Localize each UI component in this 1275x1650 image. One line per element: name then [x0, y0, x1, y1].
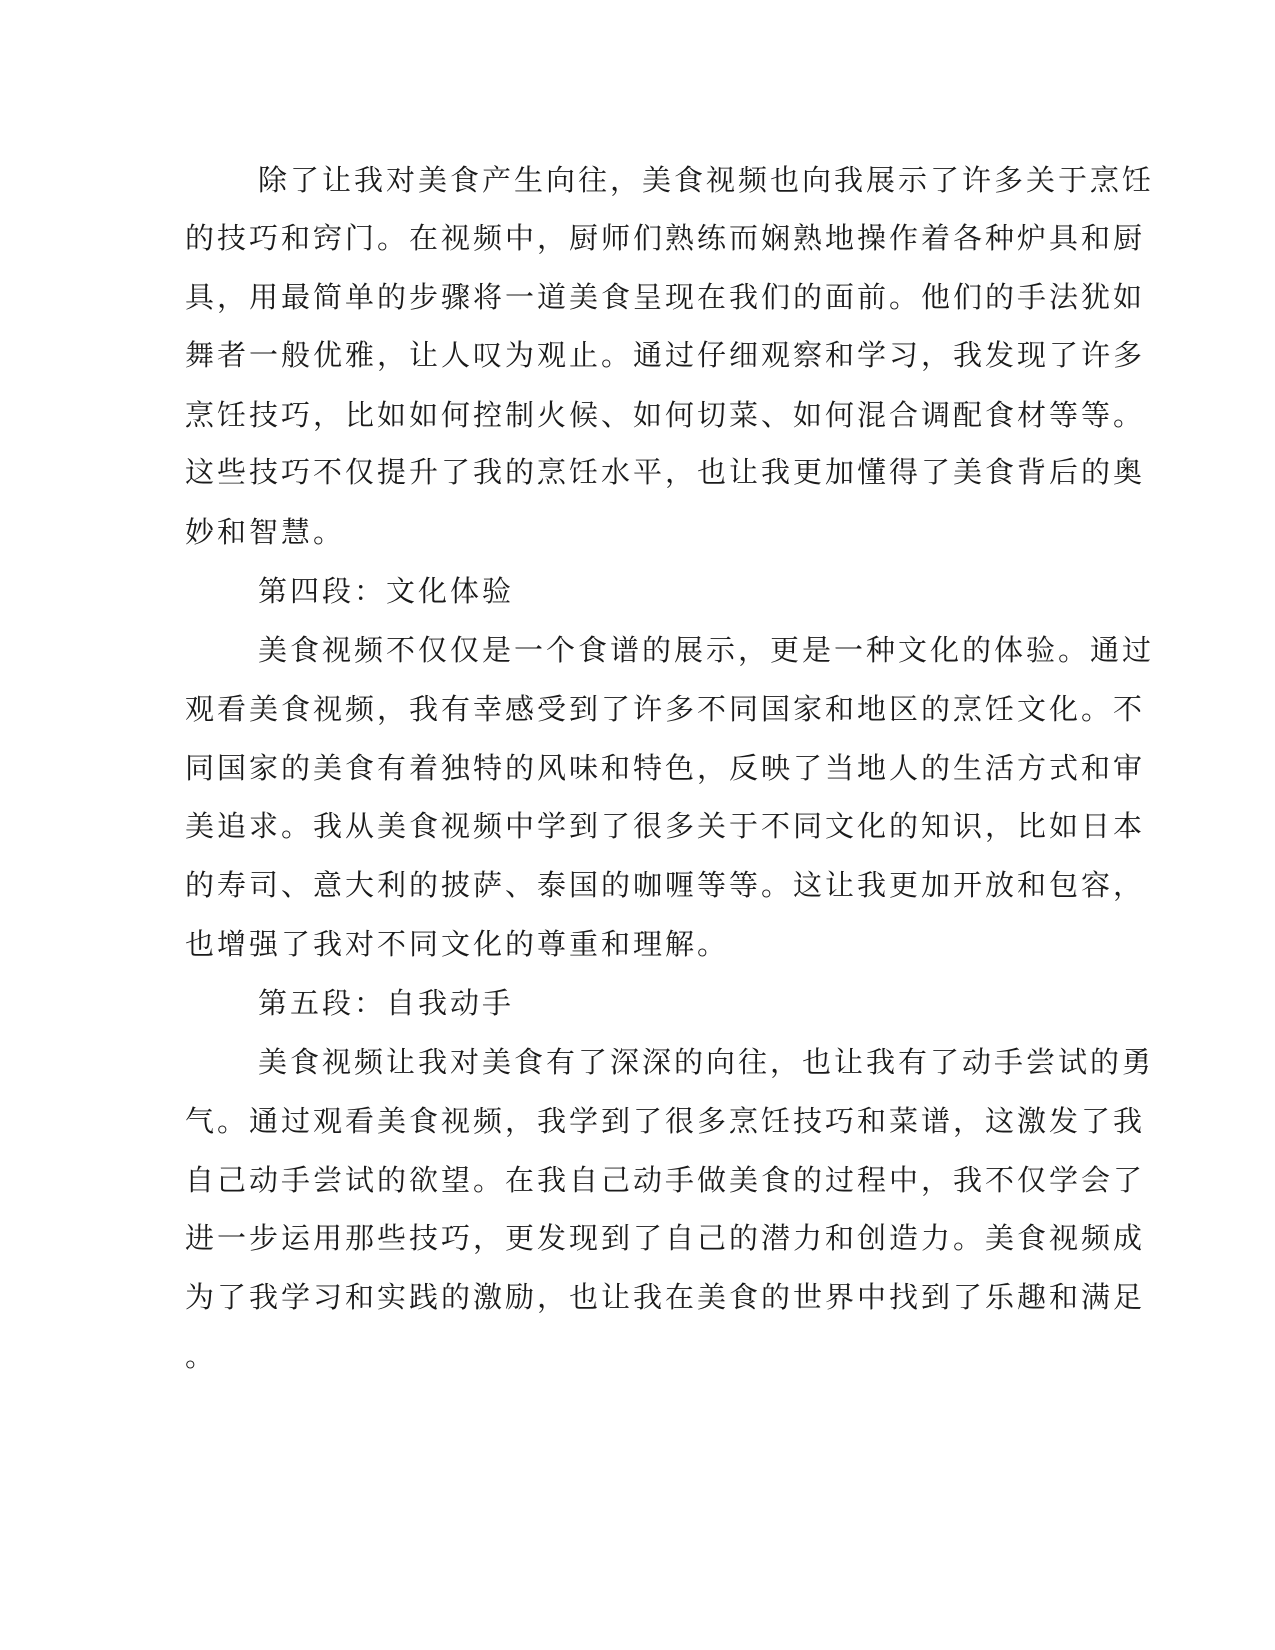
paragraph-line: 妙和智慧。: [185, 515, 346, 549]
paragraph-line: 进一步运用那些技巧，更发现到了自己的潜力和创造力。美食视频成: [185, 1221, 1146, 1255]
paragraph-line: 美追求。我从美食视频中学到了很多关于不同文化的知识，比如日本: [185, 809, 1146, 843]
paragraph-line: 舞者一般优雅，让人叹为观止。通过仔细观察和学习，我发现了许多: [185, 338, 1146, 372]
paragraph-line: 具，用最简单的步骤将一道美食呈现在我们的面前。他们的手法犹如: [185, 280, 1146, 314]
paragraph-line: 的技巧和窍门。在视频中，厨师们熟练而娴熟地操作着各种炉具和厨: [185, 221, 1146, 255]
section-heading: 第五段：自我动手: [258, 986, 515, 1020]
paragraph-line: 。: [185, 1339, 218, 1373]
paragraph-line: 同国家的美食有着独特的风味和特色，反映了当地人的生活方式和审: [185, 751, 1146, 785]
paragraph-line: 自己动手尝试的欲望。在我自己动手做美食的过程中，我不仅学会了: [185, 1163, 1146, 1197]
paragraph-line: 气。通过观看美食视频，我学到了很多烹饪技巧和菜谱，这激发了我: [185, 1104, 1146, 1138]
section-heading: 第四段：文化体验: [258, 574, 515, 608]
paragraph-line: 美食视频让我对美食有了深深的向往，也让我有了动手尝试的勇: [258, 1045, 1155, 1079]
paragraph-line: 观看美食视频，我有幸感受到了许多不同国家和地区的烹饪文化。不: [185, 692, 1146, 726]
paragraph-line: 的寿司、意大利的披萨、泰国的咖喱等等。这让我更加开放和包容，: [185, 868, 1146, 902]
paragraph-line: 也增强了我对不同文化的尊重和理解。: [185, 927, 730, 961]
paragraph-line: 烹饪技巧，比如如何控制火候、如何切菜、如何混合调配食材等等。: [185, 398, 1146, 432]
paragraph-line: 美食视频不仅仅是一个食谱的展示，更是一种文化的体验。通过: [258, 633, 1155, 667]
paragraph-line: 为了我学习和实践的激励，也让我在美食的世界中找到了乐趣和满足: [185, 1280, 1146, 1314]
paragraph-line: 除了让我对美食产生向往，美食视频也向我展示了许多关于烹饪: [258, 163, 1155, 197]
paragraph-line: 这些技巧不仅提升了我的烹饪水平，也让我更加懂得了美食背后的奥: [185, 455, 1146, 489]
